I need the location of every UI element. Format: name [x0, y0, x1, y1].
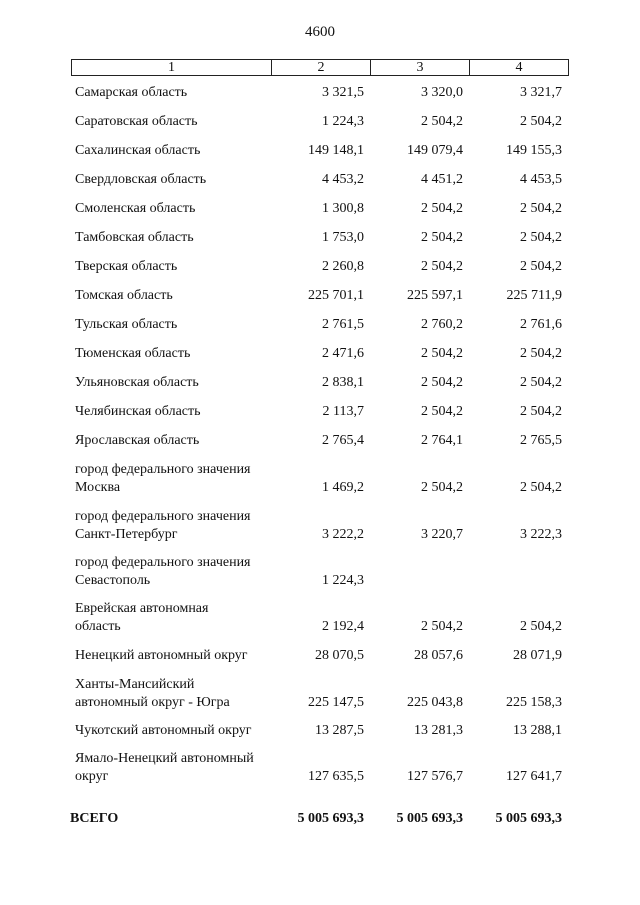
value-col-3: 2 504,2 — [421, 114, 463, 129]
value-col-4: 2 504,2 — [520, 404, 562, 419]
value-col-2: 127 635,5 — [308, 769, 364, 784]
value-col-4: 28 071,9 — [513, 648, 562, 663]
value-col-2: 1 469,2 — [322, 480, 364, 495]
value-col-4: 225 158,3 — [506, 695, 562, 710]
value-col-4: 2 765,5 — [520, 433, 562, 448]
value-col-2: 225 147,5 — [308, 695, 364, 710]
region-name: Тамбовская область — [75, 230, 194, 245]
value-col-2: 149 148,1 — [308, 143, 364, 158]
value-col-2: 2 113,7 — [322, 404, 364, 419]
value-col-3: 2 504,2 — [421, 259, 463, 274]
value-col-4: 3 222,3 — [520, 527, 562, 542]
value-col-3: 2 504,2 — [421, 375, 463, 390]
total-value-col-2: 5 005 693,3 — [297, 811, 364, 826]
region-name: город федерального значения Севастополь — [75, 555, 251, 588]
value-col-4: 2 504,2 — [520, 619, 562, 634]
value-col-2: 1 224,3 — [322, 573, 364, 588]
region-name: Тульская область — [75, 317, 178, 332]
value-col-3: 2 504,2 — [421, 480, 463, 495]
value-col-3: 2 504,2 — [421, 404, 463, 419]
value-col-4: 2 504,2 — [520, 375, 562, 390]
value-col-4: 2 504,2 — [520, 201, 562, 216]
value-col-3: 3 320,0 — [421, 85, 463, 100]
value-col-3: 3 220,7 — [421, 527, 463, 542]
value-col-4: 225 711,9 — [506, 288, 562, 303]
value-col-3: 2 504,2 — [421, 346, 463, 361]
value-col-4: 2 504,2 — [520, 230, 562, 245]
value-col-3: 2 760,2 — [421, 317, 463, 332]
region-name: Ненецкий автономный округ — [75, 648, 248, 663]
column-header-1: 1 — [72, 60, 272, 75]
region-name: Чукотский автономный округ — [75, 723, 252, 738]
value-col-2: 2 471,6 — [322, 346, 364, 361]
region-name: Саратовская область — [75, 114, 198, 129]
value-col-4: 2 504,2 — [520, 259, 562, 274]
region-name: Самарская область — [75, 85, 188, 100]
value-col-2: 4 453,2 — [322, 172, 364, 187]
column-header-3: 3 — [371, 60, 470, 75]
value-col-2: 2 260,8 — [322, 259, 364, 274]
region-name: город федерального значения Москва — [75, 462, 251, 495]
value-col-3: 2 504,2 — [421, 230, 463, 245]
value-col-3: 225 043,8 — [407, 695, 463, 710]
total-value-col-4: 5 005 693,3 — [495, 811, 562, 826]
value-col-2: 1 753,0 — [322, 230, 364, 245]
region-name: Смоленская область — [75, 201, 196, 216]
value-col-4: 4 453,5 — [520, 172, 562, 187]
region-name: Ярославская область — [75, 433, 200, 448]
total-value-col-3: 5 005 693,3 — [396, 811, 463, 826]
region-name: Еврейская автономная область — [75, 601, 209, 634]
value-col-4: 2 504,2 — [520, 480, 562, 495]
region-name: Ямало-Ненецкий автономный округ — [75, 751, 254, 784]
region-name: Ульяновская область — [75, 375, 199, 390]
value-col-4: 2 761,6 — [520, 317, 562, 332]
region-name: Ханты-Мансийский автономный округ - Югра — [75, 677, 230, 710]
value-col-3: 225 597,1 — [407, 288, 463, 303]
value-col-2: 1 224,3 — [322, 114, 364, 129]
region-name: Сахалинская область — [75, 143, 201, 158]
region-name: Тюменская область — [75, 346, 191, 361]
value-col-2: 1 300,8 — [322, 201, 364, 216]
value-col-4: 2 504,2 — [520, 346, 562, 361]
value-col-3: 127 576,7 — [407, 769, 463, 784]
table-header — [71, 59, 569, 76]
value-col-3: 2 504,2 — [421, 619, 463, 634]
region-name: Томская область — [75, 288, 173, 303]
value-col-2: 3 222,2 — [322, 527, 364, 542]
page-number: 4600 — [305, 24, 335, 40]
column-header-2: 2 — [272, 60, 371, 75]
value-col-2: 2 192,4 — [322, 619, 364, 634]
value-col-2: 2 838,1 — [322, 375, 364, 390]
value-col-4: 2 504,2 — [520, 114, 562, 129]
value-col-4: 3 321,7 — [520, 85, 562, 100]
value-col-3: 4 451,2 — [421, 172, 463, 187]
region-name: Тверская область — [75, 259, 178, 274]
value-col-3: 13 281,3 — [414, 723, 463, 738]
value-col-2: 2 765,4 — [322, 433, 364, 448]
value-col-4: 13 288,1 — [513, 723, 562, 738]
region-name: город федерального значения Санкт-Петербург — [75, 509, 251, 542]
value-col-2: 2 761,5 — [322, 317, 364, 332]
value-col-3: 2 504,2 — [421, 201, 463, 216]
value-col-2: 225 701,1 — [308, 288, 364, 303]
total-label: ВСЕГО — [70, 811, 119, 826]
region-name: Свердловская область — [75, 172, 207, 187]
value-col-3: 149 079,4 — [407, 143, 463, 158]
value-col-4: 127 641,7 — [506, 769, 562, 784]
value-col-3: 2 764,1 — [421, 433, 463, 448]
column-header-4: 4 — [515, 60, 523, 75]
value-col-2: 28 070,5 — [315, 648, 364, 663]
value-col-2: 3 321,5 — [322, 85, 364, 100]
value-col-2: 13 287,5 — [315, 723, 364, 738]
value-col-3: 28 057,6 — [414, 648, 463, 663]
value-col-4: 149 155,3 — [506, 143, 562, 158]
region-name: Челябинская область — [75, 404, 201, 419]
